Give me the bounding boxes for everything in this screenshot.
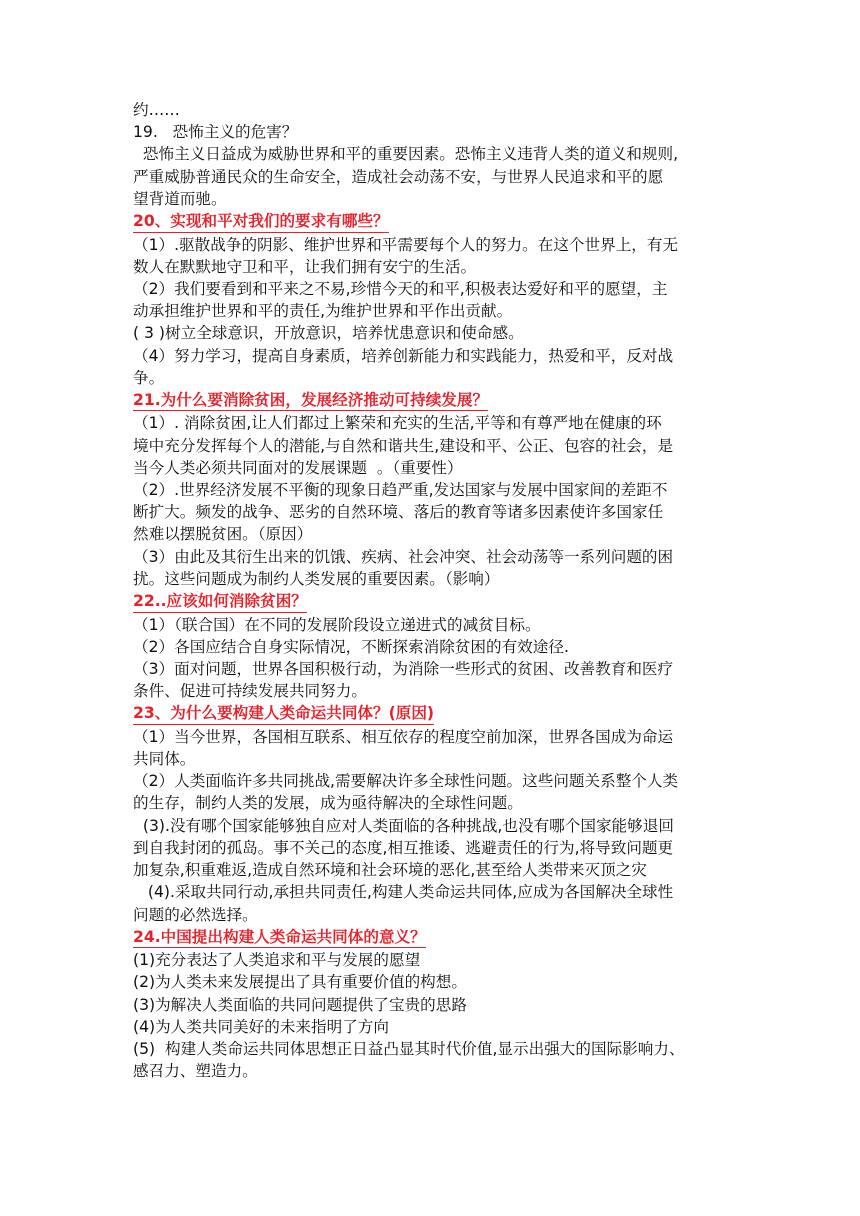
line-text: （3）面对问题，世界各国积极行动，为消除一些形式的贫困、改善教育和医疗: [133, 659, 674, 678]
text-line: [133, 748, 745, 770]
text-line: [133, 904, 745, 926]
text-line: [133, 322, 745, 344]
text-line: [133, 501, 745, 523]
line-text: (4)为人类共同美好的未来指明了方向: [133, 1017, 389, 1036]
text-line: [133, 726, 745, 748]
line-text: 恐怖主义日益成为威胁世界和平的重要因素。恐怖主义违背人类的道义和规则,: [133, 145, 679, 164]
text-line: [133, 121, 745, 143]
line-text: （4）努力学习，提高自身素质，培养创新能力和实践能力，热爱和平，反对战: [133, 346, 674, 365]
document-page: [133, 99, 745, 1082]
heading-text: 21.为什么要消除贫困，发展经济推动可持续发展？: [133, 391, 488, 412]
question-heading: [133, 590, 745, 614]
text-line: [133, 188, 745, 210]
text-line: [133, 815, 745, 837]
text-line: [133, 523, 745, 545]
line-text: 扰。这些问题成为制约人类发展的重要因素。（影响）: [133, 569, 500, 588]
text-line: [133, 614, 745, 636]
line-text: 争。: [133, 368, 165, 387]
question-heading: [133, 210, 745, 234]
line-text: 19. 恐怖主义的危害？: [133, 123, 298, 142]
text-line: [133, 792, 745, 814]
heading-text: 22..应该如何消除贫困？: [133, 592, 307, 613]
line-text: 感召力、塑造力。: [133, 1062, 258, 1081]
line-text: 境中充分发挥每个人的潜能,与自然和谐共生,建设和平、公正、包容的社会，是: [133, 436, 674, 455]
line-text: (2)为人类未来发展提出了具有重要价值的构想。: [133, 973, 467, 992]
line-text: 动承担维护世界和平的责任,为维护世界和平作出贡献。: [133, 302, 513, 321]
text-line: [133, 971, 745, 993]
text-line: [133, 479, 745, 501]
text-line: [133, 166, 745, 188]
text-line: [133, 881, 745, 903]
line-text: 然难以摆脱贫困。（原因）: [133, 525, 313, 544]
line-text: 问题的必然选择。: [133, 905, 258, 924]
text-line: [133, 658, 745, 680]
line-text: 望背道而驰。: [133, 189, 227, 208]
text-line: [133, 1060, 745, 1082]
text-line: [133, 837, 745, 859]
text-line: [133, 412, 745, 434]
question-heading: [133, 389, 745, 413]
line-text: 加复杂,积重难返,造成自然环境和社会环境的恶化,甚至给人类带来灭顶之灾: [133, 861, 647, 880]
text-line: [133, 234, 745, 256]
line-text: 数人在默默地守卫和平，让我们拥有安宁的生活。: [133, 257, 477, 276]
line-text: 条件、促进可持续发展共同努力。: [133, 682, 367, 701]
line-text: （1）（联合国）在不同的发展阶段设立递进式的减贫目标。: [133, 615, 541, 634]
text-line: [133, 256, 745, 278]
line-text: (4).采取共同行动,承担共同责任,构建人类命运共同体,应成为各国解决全球性: [133, 883, 674, 902]
text-line: [133, 994, 745, 1016]
line-text: （1）. 消除贫困,让人们都过上繁荣和充实的生活,平等和有尊严地在健康的环: [133, 414, 662, 433]
text-line: [133, 435, 745, 457]
line-text: 到自我封闭的孤岛。事不关己的态度,相互推诿、逃避责任的行为,将导致问题更: [133, 838, 674, 857]
question-heading: [133, 926, 745, 950]
line-text: 当今人类必须共同面对的发展课题 。（重要性）: [133, 458, 463, 477]
line-text: （1）当今世界，各国相互联系、相互依存的程度空前加深，世界各国成为命运: [133, 727, 674, 746]
text-line: [133, 143, 745, 165]
text-line: [133, 99, 745, 121]
line-text: 约……: [133, 101, 180, 119]
text-line: [133, 345, 745, 367]
line-text: （2）各国应结合自身实际情况，不断探索消除贫困的有效途径.: [133, 637, 569, 656]
line-text: （2）我们要看到和平来之不易,珍惜今天的和平,积极表达爱好和平的愿望，主: [133, 279, 668, 298]
line-text: (3).没有哪个国家能够独自应对人类面临的各种挑战,也没有哪个国家能够退回: [133, 816, 674, 835]
text-line: [133, 457, 745, 479]
line-text: （2）人类面临许多共同挑战,需要解决许多全球性问题。这些问题关系整个人类: [133, 772, 679, 791]
text-line: [133, 1016, 745, 1038]
text-line: [133, 278, 745, 300]
line-text: ( 3 )树立全球意识，开放意识，培养忧患意识和使命感。: [133, 324, 524, 343]
heading-text: 24.中国提出构建人类命运共同体的意义？: [133, 928, 426, 949]
heading-text: 20、实现和平对我们的要求有哪些？: [133, 212, 389, 233]
line-text: 共同体。: [133, 750, 196, 769]
line-text: 的生存，制约人类的发展，成为亟待解决的全球性问题。: [133, 794, 523, 813]
question-heading: [133, 702, 745, 726]
line-text: 严重威胁普通民众的生命安全，造成社会动荡不安，与世界人民追求和平的愿: [133, 167, 664, 186]
text-line: [133, 568, 745, 590]
text-line: [133, 367, 745, 389]
heading-text: 23、为什么要构建人类命运共同体？(原因): [133, 704, 434, 725]
text-line: [133, 680, 745, 702]
line-text: （3）由此及其衍生出来的饥饿、疾病、社会冲突、社会动荡等一系列问题的困: [133, 547, 674, 566]
text-line: [133, 1038, 745, 1060]
line-text: (3)为解决人类面临的共同问题提供了宝贵的思路: [133, 995, 467, 1014]
text-line: [133, 546, 745, 568]
text-line: [133, 859, 745, 881]
text-line: [133, 636, 745, 658]
text-line: [133, 300, 745, 322]
text-line: [133, 770, 745, 792]
line-text: （1）.驱散战争的阴影、维护世界和平需要每个人的努力。在这个世界上，有无: [133, 235, 679, 254]
line-text: (5) 构建人类命运共同体思想正日益凸显其时代价值,显示出强大的国际影响力、: [133, 1040, 685, 1059]
line-text: (1)充分表达了人类追求和平与发展的愿望: [133, 951, 421, 970]
line-text: 断扩大。频发的战争、恶劣的自然环境、落后的教育等诸多因素使许多国家任: [133, 503, 664, 522]
text-line: [133, 949, 745, 971]
line-text: （2）.世界经济发展不平衡的现象日趋严重,发达国家与发展中国家间的差距不: [133, 481, 668, 500]
